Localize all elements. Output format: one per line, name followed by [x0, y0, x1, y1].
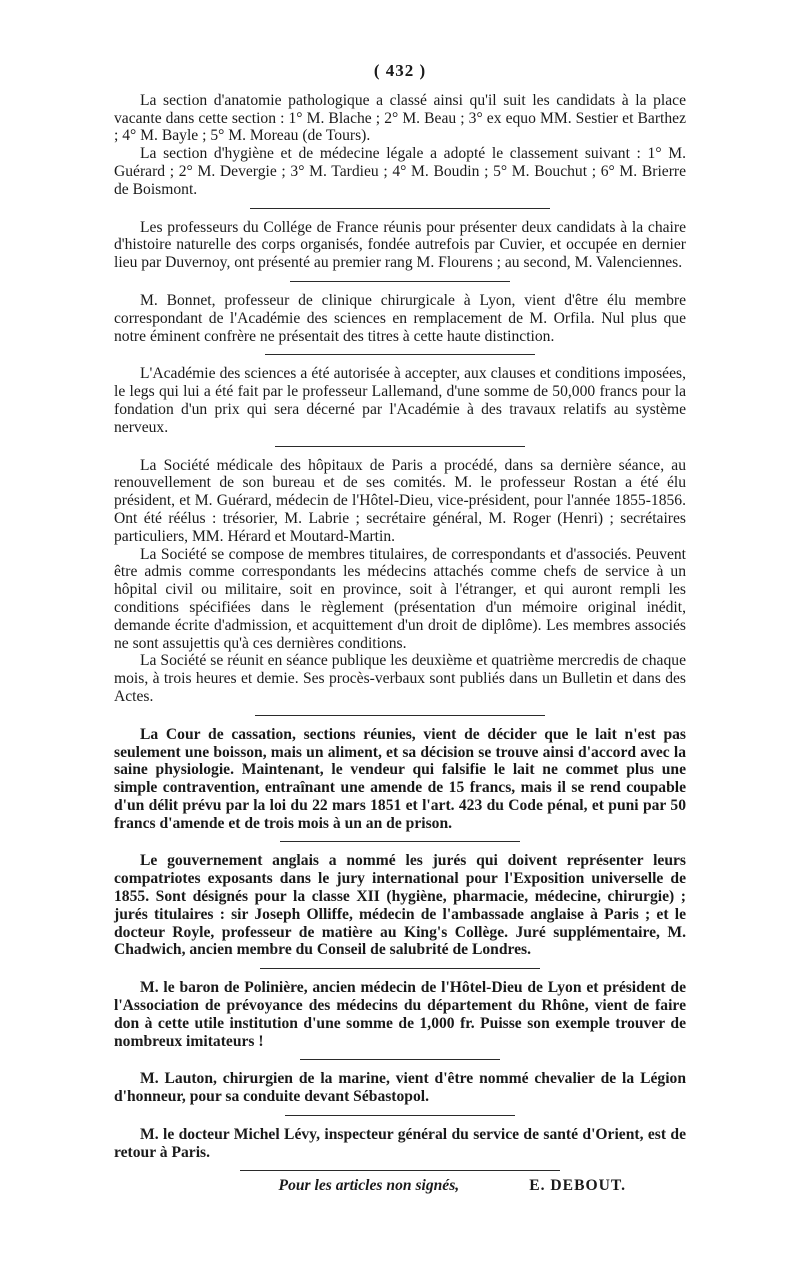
- separator-rule: [275, 446, 525, 447]
- paragraph: M. Bonnet, professeur de clinique chirurgicale à Lyon, vient d'être élu membre correspondant de l'Académie des sciences en remplacement de M. Orfila. Nul plus que notre éminent confrère ne présentait des titres à cette haute distinction.: [114, 291, 686, 345]
- separator-rule: [290, 281, 510, 282]
- separator-rule: [255, 715, 545, 716]
- news-item-poliniere: [114, 979, 686, 1050]
- paragraph: L'Académie des sciences a été autorisée à accepter, aux clauses et conditions imposées, le legs qui lui a été fait par le professeur Lallemand, d'une somme de 50,000 francs pour la fondation d'un prix qui sera décerné par l'Académie à des travaux relatifs au système nerveux.: [114, 365, 686, 436]
- news-item-societe-medicale: [114, 457, 686, 706]
- signature-line: [114, 1177, 686, 1195]
- news-item-bonnet: [114, 292, 686, 345]
- news-item-lauton: [114, 1070, 686, 1106]
- paragraph: La section d'hygiène et de médecine légale a adopté le classement suivant : 1° M. Guérard ; 2° M. Devergie ; 3° M. Tardieu ; 4° M. Boudin ; 5° M. Bouchut ; 6° M. Brierre de Boismont.: [114, 145, 686, 198]
- paragraph: Le gouvernement anglais a nommé les jurés qui doivent représenter leurs compatriotes exposants dans le jury international pour l'Exposition universelle de 1855. Sont désignés pour la classe XII (hygiène, pharmacie, médecine, chirurgie) ; jurés titulaires : sir Joseph Olliffe, médecin de l'ambassade anglaise à Paris ; et le docteur Royle, professeur de matière au King's Collège. Juré supplémentaire, M. Chadwich, ancien membre du Conseil de salubrité de Londres.: [114, 852, 686, 959]
- separator-rule: [260, 968, 540, 969]
- paragraph: La Société médicale des hôpitaux de Paris a procédé, dans sa dernière séance, au renouvellement de son bureau et de ses comités. M. le professeur Rostan a été élu président, et M. Guérard, médecin de l'Hôtel-Dieu, vice-président, pour l'année 1855-1856. Ont été réélus : trésorier, M. Labrie ; secrétaire général, M. Roger (Henri) ; secrétaires particuliers, MM. Hérard et Moutard-Martin.: [114, 456, 686, 545]
- footer-rule: [240, 1170, 560, 1171]
- news-item-lallemand-legacy: [114, 365, 686, 436]
- news-item-michel-levy: [114, 1126, 686, 1162]
- paragraph: La Cour de cassation, sections réunies, vient de décider que le lait n'est pas seulement une boisson, mais un aliment, et sa décision se trouve ainsi d'accord avec la saine physiologie. Maintenant, le vendeur qui falsifie le lait ne commet plus une simple contravention, entraînant une amende de 15 francs, mais il se rend coupable d'un délit prévu par la loi du 22 mars 1851 et l'art. 423 du Code pénal, et puni par 50 francs d'amende et de trois mois à un an de prison.: [114, 725, 686, 832]
- paragraph: M. le baron de Polinière, ancien médecin de l'Hôtel-Dieu de Lyon et président de l'Association de prévoyance des médecins du département du Rhône, vient de faire don à cette utile institution d'une somme de 1,000 fr. Puisse son exemple trouver de nombreux imitateurs !: [114, 979, 686, 1050]
- paragraph: La section d'anatomie pathologique a classé ainsi qu'il suit les candidats à la place vacante dans cette section : 1° M. Blache ; 2° M. Beau ; 3° ex equo MM. Sestier et Barthez ; 4° M. Bayle ; 5° M. Moreau (de Tours).: [114, 91, 686, 145]
- page-number: ( 432 ): [373, 61, 427, 80]
- news-item-english-jury: [114, 852, 686, 959]
- paragraph: La Société se compose de membres titulaires, de correspondants et d'associés. Peuvent être admis comme correspondants les médecins attachés comme chefs de service à un hôpital civil ou militaire, soit en province, soit à l'étranger, et qui auront rempli les conditions spécifiées dans le règlement (présentation d'un mémoire original inédit, demande écrite d'admission, et acquittement d'un droit de diplôme). Les membres associés ne sont assujettis qu'à ces dernières conditions.: [114, 545, 686, 652]
- paragraph: M. le docteur Michel Lévy, inspecteur général du service de santé d'Orient, est de retour à Paris.: [114, 1126, 686, 1161]
- separator-rule: [300, 1059, 500, 1060]
- news-item-section-rankings: [114, 92, 686, 199]
- signature-author: E. DEBOUT.: [529, 1176, 626, 1194]
- paragraph: Les professeurs du Collége de France réunis pour présenter deux candidats à la chaire d'histoire naturelle des corps organisés, fondée autrefois par Cuvier, et occupée en dernier lieu par Duvernoy, ont présenté au premier rang M. Flourens ; au second, M. Valenciennes.: [114, 218, 686, 272]
- separator-rule: [285, 1115, 515, 1116]
- paragraph: La Société se réunit en séance publique les deuxième et quatrième mercredis de chaque mois, à trois heures et demie. Ses procès-verbaux sont publiés dans un Bulletin et dans des Actes.: [114, 652, 686, 705]
- separator-rule: [250, 208, 550, 209]
- news-item-cour-de-cassation: [114, 726, 686, 833]
- separator-rule: [265, 354, 535, 355]
- news-item-college-de-france: [114, 219, 686, 272]
- separator-rule: [280, 841, 520, 842]
- signature-note: Pour les articles non signés,: [278, 1176, 460, 1194]
- paragraph: M. Lauton, chirurgien de la marine, vient d'être nommé chevalier de la Légion d'honneur, pour sa conduite devant Sébastopol.: [114, 1070, 686, 1106]
